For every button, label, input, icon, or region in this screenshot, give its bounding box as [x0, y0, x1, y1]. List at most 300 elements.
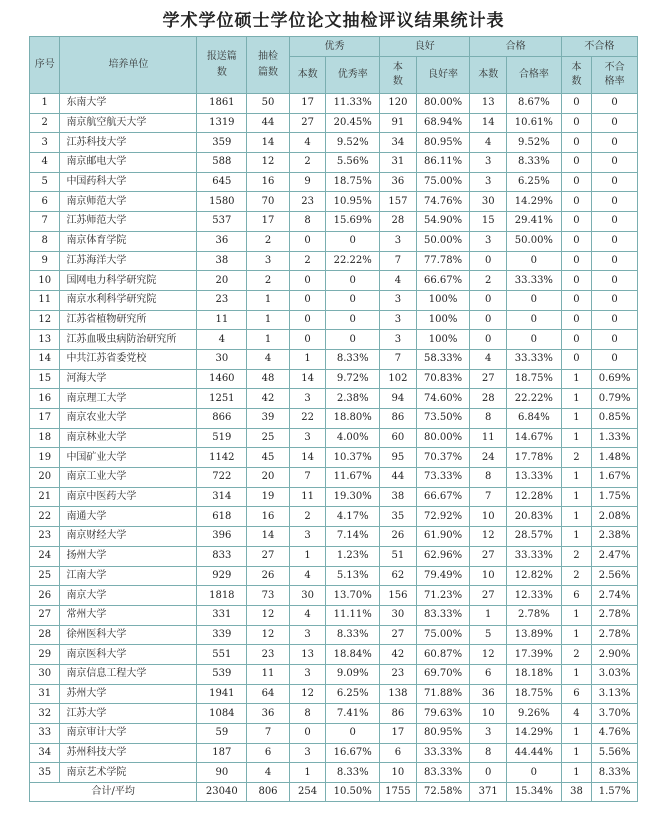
table-cell: 13.89%: [506, 625, 561, 645]
unit-name-cell: 中共江苏省委党校: [60, 349, 197, 369]
table-cell: 23040: [197, 783, 247, 802]
table-cell: 17: [247, 212, 290, 232]
header-index: 序号: [30, 37, 60, 94]
unit-name-cell: 河海大学: [60, 369, 197, 389]
table-cell: 35: [30, 763, 60, 783]
table-row: [30, 428, 638, 448]
table-cell: 6.84%: [506, 409, 561, 429]
table-cell: 157: [380, 192, 417, 212]
table-cell: 2.38%: [326, 389, 380, 409]
table-row: [30, 566, 638, 586]
table-cell: 4: [30, 153, 60, 173]
table-cell: 1: [561, 409, 591, 429]
table-cell: 13.33%: [506, 468, 561, 488]
table-cell: 17: [289, 94, 326, 114]
table-cell: 31: [380, 153, 417, 173]
table-cell: 44: [247, 113, 290, 133]
table-cell: 2.78%: [592, 625, 638, 645]
table-cell: 4: [470, 133, 507, 153]
unit-name-cell: 常州大学: [60, 605, 197, 625]
table-cell: 11: [470, 428, 507, 448]
table-cell: 0.79%: [592, 389, 638, 409]
table-cell: 0: [592, 349, 638, 369]
table-cell: 0: [592, 133, 638, 153]
unit-name-cell: 江苏大学: [60, 704, 197, 724]
table-cell: 1: [561, 605, 591, 625]
table-row: [30, 212, 638, 232]
table-cell: 27: [380, 625, 417, 645]
table-cell: 44: [380, 468, 417, 488]
table-cell: 2: [30, 113, 60, 133]
table-cell: 66.67%: [416, 487, 470, 507]
table-row: [30, 330, 638, 350]
table-cell: 7: [380, 251, 417, 271]
table-cell: 22: [289, 409, 326, 429]
table-cell: 0: [592, 172, 638, 192]
table-cell: 7.14%: [326, 527, 380, 547]
table-cell: 0: [561, 113, 591, 133]
table-cell: 14.29%: [506, 724, 561, 744]
table-cell: 80.95%: [416, 724, 470, 744]
table-cell: 18.18%: [506, 664, 561, 684]
table-cell: 38: [380, 487, 417, 507]
table-cell: 1251: [197, 389, 247, 409]
table-cell: 519: [197, 428, 247, 448]
table-cell: 18.80%: [326, 409, 380, 429]
table-cell: 9: [289, 172, 326, 192]
table-cell: 10: [30, 271, 60, 291]
table-cell: 10: [380, 763, 417, 783]
table-cell: 2: [289, 251, 326, 271]
table-cell: 339: [197, 625, 247, 645]
table-cell: 4.00%: [326, 428, 380, 448]
table-cell: 1142: [197, 448, 247, 468]
table-cell: 1818: [197, 586, 247, 606]
table-cell: 4: [247, 763, 290, 783]
table-cell: 39: [247, 409, 290, 429]
table-cell: 10.50%: [326, 783, 380, 802]
table-cell: 10.95%: [326, 192, 380, 212]
table-cell: 4: [247, 349, 290, 369]
table-cell: 2: [247, 271, 290, 291]
table-cell: 1: [289, 349, 326, 369]
table-cell: 0: [506, 310, 561, 330]
table-cell: 13: [289, 645, 326, 665]
table-cell: 0: [561, 290, 591, 310]
table-cell: 20: [30, 468, 60, 488]
table-cell: 0: [561, 192, 591, 212]
table-cell: 0: [592, 330, 638, 350]
table-cell: 0: [561, 310, 591, 330]
table-cell: 11: [289, 487, 326, 507]
table-cell: 62: [380, 566, 417, 586]
table-row: [30, 113, 638, 133]
table-row: [30, 231, 638, 251]
table-cell: 8: [470, 409, 507, 429]
table-cell: 11.33%: [326, 94, 380, 114]
table-cell: 30: [289, 586, 326, 606]
table-cell: 2: [247, 231, 290, 251]
table-cell: 1: [561, 763, 591, 783]
table-cell: 27: [30, 605, 60, 625]
table-cell: 5: [470, 625, 507, 645]
table-cell: 2.78%: [506, 605, 561, 625]
unit-name-cell: 南京水利科学研究院: [60, 290, 197, 310]
table-cell: 0.69%: [592, 369, 638, 389]
table-cell: 36: [380, 172, 417, 192]
table-cell: 4: [197, 330, 247, 350]
table-cell: 2.08%: [592, 507, 638, 527]
table-cell: 3: [30, 133, 60, 153]
table-cell: 33.33%: [506, 546, 561, 566]
table-cell: 61.90%: [416, 527, 470, 547]
unit-name-cell: 江苏省植物研究所: [60, 310, 197, 330]
table-cell: 0: [326, 271, 380, 291]
table-cell: 14: [289, 369, 326, 389]
table-cell: 13.70%: [326, 586, 380, 606]
table-cell: 13: [470, 94, 507, 114]
table-row: [30, 546, 638, 566]
table-cell: 0: [561, 271, 591, 291]
table-cell: 27: [470, 546, 507, 566]
table-cell: 15.69%: [326, 212, 380, 232]
table-cell: 1.23%: [326, 546, 380, 566]
table-cell: 2.90%: [592, 645, 638, 665]
table-cell: 1.33%: [592, 428, 638, 448]
header-pass-rate: 合格率: [506, 57, 561, 94]
table-cell: 4: [289, 605, 326, 625]
table-cell: 60: [380, 428, 417, 448]
table-cell: 3: [289, 625, 326, 645]
header-good-count: 本数: [380, 57, 417, 94]
unit-name-cell: 苏州科技大学: [60, 743, 197, 763]
table-cell: 22.22%: [506, 389, 561, 409]
table-cell: 23: [247, 645, 290, 665]
table-cell: 1: [561, 664, 591, 684]
table-cell: 38: [197, 251, 247, 271]
table-cell: 929: [197, 566, 247, 586]
table-cell: 539: [197, 664, 247, 684]
table-cell: 1861: [197, 94, 247, 114]
table-cell: 4: [289, 566, 326, 586]
table-cell: 8.33%: [326, 625, 380, 645]
table-cell: 16: [30, 389, 60, 409]
table-row: [30, 172, 638, 192]
table-cell: 11: [30, 290, 60, 310]
table-cell: 6: [380, 743, 417, 763]
table-cell: 0: [592, 310, 638, 330]
unit-name-cell: 南京农业大学: [60, 409, 197, 429]
table-cell: 29.41%: [506, 212, 561, 232]
table-cell: 62.96%: [416, 546, 470, 566]
table-cell: 12: [470, 645, 507, 665]
table-cell: 80.00%: [416, 428, 470, 448]
table-cell: 20.45%: [326, 113, 380, 133]
table-row: [30, 487, 638, 507]
table-cell: 72.58%: [416, 783, 470, 802]
table-cell: 1: [561, 369, 591, 389]
header-excellent: 优秀: [289, 37, 379, 57]
table-cell: 26: [247, 566, 290, 586]
table-cell: 23: [30, 527, 60, 547]
table-cell: 7: [30, 212, 60, 232]
table-cell: 100%: [416, 290, 470, 310]
unit-name-cell: 南京艺术学院: [60, 763, 197, 783]
table-row: [30, 527, 638, 547]
table-cell: 0: [506, 290, 561, 310]
table-row: [30, 507, 638, 527]
table-cell: 2: [561, 645, 591, 665]
table-cell: 8.33%: [326, 349, 380, 369]
table-cell: 1084: [197, 704, 247, 724]
table-cell: 12.33%: [506, 586, 561, 606]
table-cell: 551: [197, 645, 247, 665]
unit-name-cell: 南京邮电大学: [60, 153, 197, 173]
table-cell: 83.33%: [416, 605, 470, 625]
unit-name-cell: 中国矿业大学: [60, 448, 197, 468]
table-cell: 2: [561, 448, 591, 468]
table-row: [30, 251, 638, 271]
table-cell: 42: [380, 645, 417, 665]
table-cell: 50.00%: [506, 231, 561, 251]
unit-name-cell: 南京工业大学: [60, 468, 197, 488]
table-cell: 33: [30, 724, 60, 744]
table-cell: 72.92%: [416, 507, 470, 527]
table-cell: 722: [197, 468, 247, 488]
table-row: [30, 369, 638, 389]
header-excellent-rate: 优秀率: [326, 57, 380, 94]
table-row: [30, 271, 638, 291]
table-cell: 187: [197, 743, 247, 763]
table-cell: 0: [326, 330, 380, 350]
table-cell: 0: [470, 290, 507, 310]
table-cell: 1: [289, 546, 326, 566]
table-cell: 25: [247, 428, 290, 448]
table-cell: 14: [247, 133, 290, 153]
table-cell: 4: [380, 271, 417, 291]
table-row: [30, 94, 638, 114]
table-cell: 0: [470, 310, 507, 330]
table-cell: 2: [289, 507, 326, 527]
table-cell: 3: [289, 743, 326, 763]
table-cell: 396: [197, 527, 247, 547]
table-cell: 7: [470, 487, 507, 507]
table-cell: 14: [289, 448, 326, 468]
table-cell: 3: [380, 290, 417, 310]
table-cell: 30: [380, 605, 417, 625]
table-cell: 30: [30, 664, 60, 684]
table-cell: 6.25%: [326, 684, 380, 704]
unit-name-cell: 南京航空航天大学: [60, 113, 197, 133]
table-cell: 10.37%: [326, 448, 380, 468]
table-cell: 0: [289, 310, 326, 330]
table-cell: 45: [247, 448, 290, 468]
table-cell: 806: [247, 783, 290, 802]
table-cell: 3: [289, 664, 326, 684]
unit-name-cell: 江苏血吸虫病防治研究所: [60, 330, 197, 350]
table-cell: 73: [247, 586, 290, 606]
table-cell: 9.72%: [326, 369, 380, 389]
table-cell: 3: [470, 153, 507, 173]
table-cell: 254: [289, 783, 326, 802]
table-cell: 3: [470, 231, 507, 251]
table-cell: 5.13%: [326, 566, 380, 586]
table-cell: 90: [197, 763, 247, 783]
table-cell: 2.74%: [592, 586, 638, 606]
table-cell: 14: [30, 349, 60, 369]
header-excellent-count: 本数: [289, 57, 326, 94]
table-cell: 36: [247, 704, 290, 724]
table-cell: 27: [470, 369, 507, 389]
table-cell: 32: [30, 704, 60, 724]
table-cell: 35: [380, 507, 417, 527]
table-cell: 102: [380, 369, 417, 389]
table-cell: 1: [247, 330, 290, 350]
table-cell: 1580: [197, 192, 247, 212]
table-cell: 18: [30, 428, 60, 448]
table-cell: 3: [380, 231, 417, 251]
table-cell: 1941: [197, 684, 247, 704]
table-cell: 14.67%: [506, 428, 561, 448]
table-cell: 8.33%: [326, 763, 380, 783]
table-row: [30, 448, 638, 468]
table-cell: 3: [380, 310, 417, 330]
table-cell: 17.78%: [506, 448, 561, 468]
unit-name-cell: 中国药科大学: [60, 172, 197, 192]
table-cell: 1: [247, 290, 290, 310]
table-cell: 6: [247, 743, 290, 763]
table-cell: 0: [592, 271, 638, 291]
table-cell: 0: [326, 290, 380, 310]
table-cell: 64: [247, 684, 290, 704]
table-cell: 48: [247, 369, 290, 389]
table-cell: 80.00%: [416, 94, 470, 114]
table-cell: 17: [30, 409, 60, 429]
table-cell: 8: [289, 212, 326, 232]
table-cell: 74.76%: [416, 192, 470, 212]
table-cell: 24: [470, 448, 507, 468]
table-cell: 6: [30, 192, 60, 212]
header-fail: 不合格: [561, 37, 637, 57]
table-cell: 86: [380, 704, 417, 724]
table-cell: 1: [561, 389, 591, 409]
table-cell: 31: [30, 684, 60, 704]
table-cell: 3: [289, 389, 326, 409]
table-cell: 94: [380, 389, 417, 409]
total-row: [30, 783, 638, 802]
table-cell: 23: [197, 290, 247, 310]
table-cell: 9.26%: [506, 704, 561, 724]
table-row: [30, 133, 638, 153]
table-cell: 27: [289, 113, 326, 133]
table-cell: 331: [197, 605, 247, 625]
table-cell: 1755: [380, 783, 417, 802]
table-cell: 19.30%: [326, 487, 380, 507]
table-cell: 16.67%: [326, 743, 380, 763]
table-cell: 2: [561, 566, 591, 586]
table-cell: 50: [247, 94, 290, 114]
table-row: [30, 586, 638, 606]
table-row: [30, 743, 638, 763]
table-cell: 0: [289, 290, 326, 310]
table-cell: 1: [561, 507, 591, 527]
table-cell: 12: [470, 527, 507, 547]
table-cell: 371: [470, 783, 507, 802]
table-cell: 1319: [197, 113, 247, 133]
table-cell: 25: [30, 566, 60, 586]
table-cell: 18.75%: [326, 172, 380, 192]
table-cell: 3.03%: [592, 664, 638, 684]
unit-name-cell: 南京理工大学: [60, 389, 197, 409]
header-unit: 培养单位: [60, 37, 197, 94]
table-cell: 618: [197, 507, 247, 527]
table-cell: 0: [561, 133, 591, 153]
table-cell: 8.67%: [506, 94, 561, 114]
table-cell: 1: [561, 468, 591, 488]
table-row: [30, 724, 638, 744]
table-cell: 68.94%: [416, 113, 470, 133]
table-cell: 2: [289, 153, 326, 173]
table-cell: 8: [470, 743, 507, 763]
table-cell: 9.52%: [326, 133, 380, 153]
table-cell: 11.67%: [326, 468, 380, 488]
results-table: [29, 36, 638, 802]
table-cell: 33.33%: [506, 349, 561, 369]
table-cell: 6.25%: [506, 172, 561, 192]
table-cell: 0: [289, 271, 326, 291]
table-cell: 0: [470, 330, 507, 350]
table-cell: 12: [247, 605, 290, 625]
table-cell: 19: [30, 448, 60, 468]
table-cell: 22.22%: [326, 251, 380, 271]
table-cell: 27: [470, 586, 507, 606]
table-cell: 20: [247, 468, 290, 488]
table-cell: 6: [561, 684, 591, 704]
table-cell: 60.87%: [416, 645, 470, 665]
table-cell: 4: [289, 133, 326, 153]
table-cell: 3: [470, 172, 507, 192]
table-cell: 50.00%: [416, 231, 470, 251]
table-cell: 120: [380, 94, 417, 114]
unit-name-cell: 江南大学: [60, 566, 197, 586]
unit-name-cell: 江苏师范大学: [60, 212, 197, 232]
table-cell: 4.76%: [592, 724, 638, 744]
total-label: 合计/平均: [30, 783, 197, 802]
table-cell: 2.78%: [592, 605, 638, 625]
unit-name-cell: 南京医科大学: [60, 645, 197, 665]
unit-name-cell: 国网电力科学研究院: [60, 271, 197, 291]
unit-name-cell: 南京体育学院: [60, 231, 197, 251]
table-cell: 9.52%: [506, 133, 561, 153]
table-cell: 14: [247, 527, 290, 547]
table-cell: 22: [30, 507, 60, 527]
table-cell: 73.33%: [416, 468, 470, 488]
table-cell: 79.63%: [416, 704, 470, 724]
table-cell: 14: [470, 113, 507, 133]
table-cell: 20: [197, 271, 247, 291]
table-cell: 14.29%: [506, 192, 561, 212]
table-cell: 24: [30, 546, 60, 566]
table-cell: 1: [289, 763, 326, 783]
table-cell: 73.50%: [416, 409, 470, 429]
header-pass: 合格: [470, 37, 561, 57]
table-cell: 8: [289, 704, 326, 724]
table-cell: 71.88%: [416, 684, 470, 704]
table-cell: 69.70%: [416, 664, 470, 684]
table-cell: 0: [561, 94, 591, 114]
table-cell: 0: [561, 251, 591, 271]
table-cell: 1: [561, 724, 591, 744]
